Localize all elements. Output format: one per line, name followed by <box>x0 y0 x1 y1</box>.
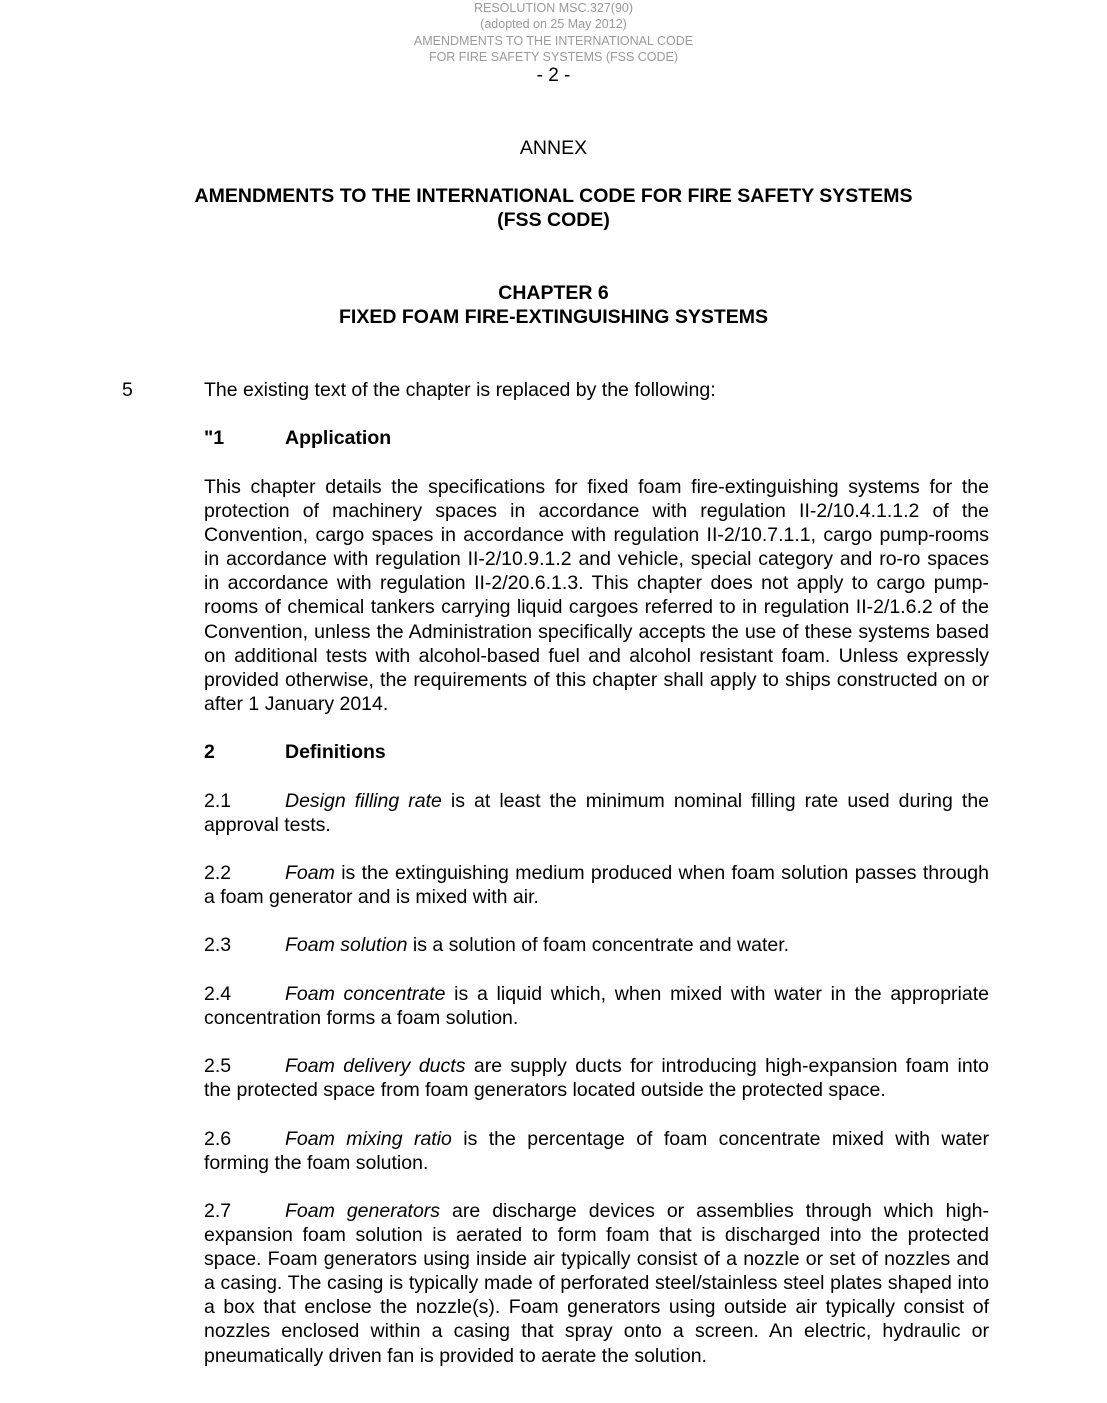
section-heading-application <box>204 426 391 450</box>
definition-text: is the extinguishing medium produced when foam solution passes through a foam generator and is mixed with air. <box>204 862 989 909</box>
chapter-title: FIXED FOAM FIRE-EXTINGUISHING SYSTEMS <box>338 306 769 328</box>
definition-paragraph <box>204 1127 989 1175</box>
definition-text: is at least the minimum nominal filling rate used during the approval tests. <box>204 790 990 837</box>
definition-term: Foam concentrate <box>285 983 446 1005</box>
definition-number: 2.6 <box>204 1128 232 1150</box>
definition-paragraph <box>204 982 989 1030</box>
annex-title-line2: (FSS CODE) <box>497 209 610 231</box>
definition-term: Foam <box>285 862 335 884</box>
definition-number: 2.3 <box>204 934 232 956</box>
annex-title-line1: AMENDMENTS TO THE INTERNATIONAL CODE FOR FIRE SAFETY SYSTEMS <box>194 185 913 207</box>
definition-text: is a solution of foam concentrate and water. <box>407 934 790 956</box>
definition-paragraph <box>204 789 989 837</box>
definition-paragraph <box>204 1054 989 1102</box>
definition-number: 2.5 <box>204 1055 232 1077</box>
definition-text: are supply ducts for introducing high-expansion foam into the protected space from foam generators located outside the protected space. <box>204 1055 989 1102</box>
chapter-number: CHAPTER 6 <box>498 282 609 304</box>
header-fss-code: FOR FIRE SAFETY SYSTEMS (FSS CODE) <box>428 50 679 64</box>
definition-term: Design filling rate <box>285 790 442 812</box>
header-adopted: (adopted on 25 May 2012) <box>480 17 627 31</box>
section-title: Definitions <box>285 741 386 763</box>
definition-term: Foam delivery ducts <box>285 1055 466 1077</box>
section-number: "1 <box>204 427 225 449</box>
definition-number: 2.1 <box>204 790 232 812</box>
definition-paragraph <box>204 1199 989 1368</box>
definition-term: Foam mixing ratio <box>285 1128 452 1150</box>
definition-number: 2.7 <box>204 1200 232 1222</box>
definition-term: Foam generators <box>285 1200 441 1222</box>
section-title: Application <box>285 427 392 449</box>
item-number: 5 <box>122 379 133 401</box>
definition-text: is a liquid which, when mixed with water in the appropriate concentration forms a foam solution. <box>204 983 989 1030</box>
header-resolution: RESOLUTION MSC.327(90) <box>473 1 634 15</box>
definition-term: Foam solution <box>285 934 408 956</box>
page-number: - 2 - <box>536 65 571 86</box>
header-amendments: AMENDMENTS TO THE INTERNATIONAL CODE <box>413 34 694 48</box>
annex-label: ANNEX <box>519 137 588 159</box>
application-paragraph: This chapter details the specifications for fixed foam fire-extinguishing systems for the protection of machinery spaces in accordance with regulation II-2/10.4.1.1.2 of the Convention, cargo spaces in accordance with regulation II-2/10.7.1.1, cargo pump-rooms in accordance with regulation II-2/10.9.1.2 and vehicle, special category and ro-ro spaces in accordance with regulation II-2/20.6.1.3. This chapter does not apply to cargo pump-rooms of chemical tankers carrying liquid cargoes referred to in regulation II-2/1.6.2 of the Convention, unless the Administration specifically accepts the use of these systems based on additional tests with alcohol-based fuel and alcohol resistant foam. Unless expressly provided otherwise, the requirements of this chapter shall apply to ships constructed on or after 1 January 2014. <box>204 476 989 715</box>
section-number: 2 <box>204 741 215 763</box>
section-heading-definitions <box>204 740 386 764</box>
definition-paragraph <box>204 861 989 909</box>
definition-number: 2.4 <box>204 983 232 1005</box>
definition-text: is the percentage of foam concentrate mixed with water forming the foam solution. <box>204 1128 990 1175</box>
item-text: The existing text of the chapter is replaced by the following: <box>204 379 716 401</box>
definition-text: are discharge devices or assemblies through which high-expansion foam solution is aerated to form foam that is discharged into the protected space. Foam generators using inside air typically consist of a nozzle or set of nozzles and a casing. The casing is typically made of perforated steel/stainless steel plates shaped into a box that enclose the nozzle(s). Foam generators using outside air typically consist of nozzles enclosed within a casing that spray onto a screen. An electric, hydraulic or pneumatically driven fan is provided to aerate the solution. <box>204 1200 989 1367</box>
definition-paragraph <box>204 933 989 957</box>
definition-number: 2.2 <box>204 862 232 884</box>
